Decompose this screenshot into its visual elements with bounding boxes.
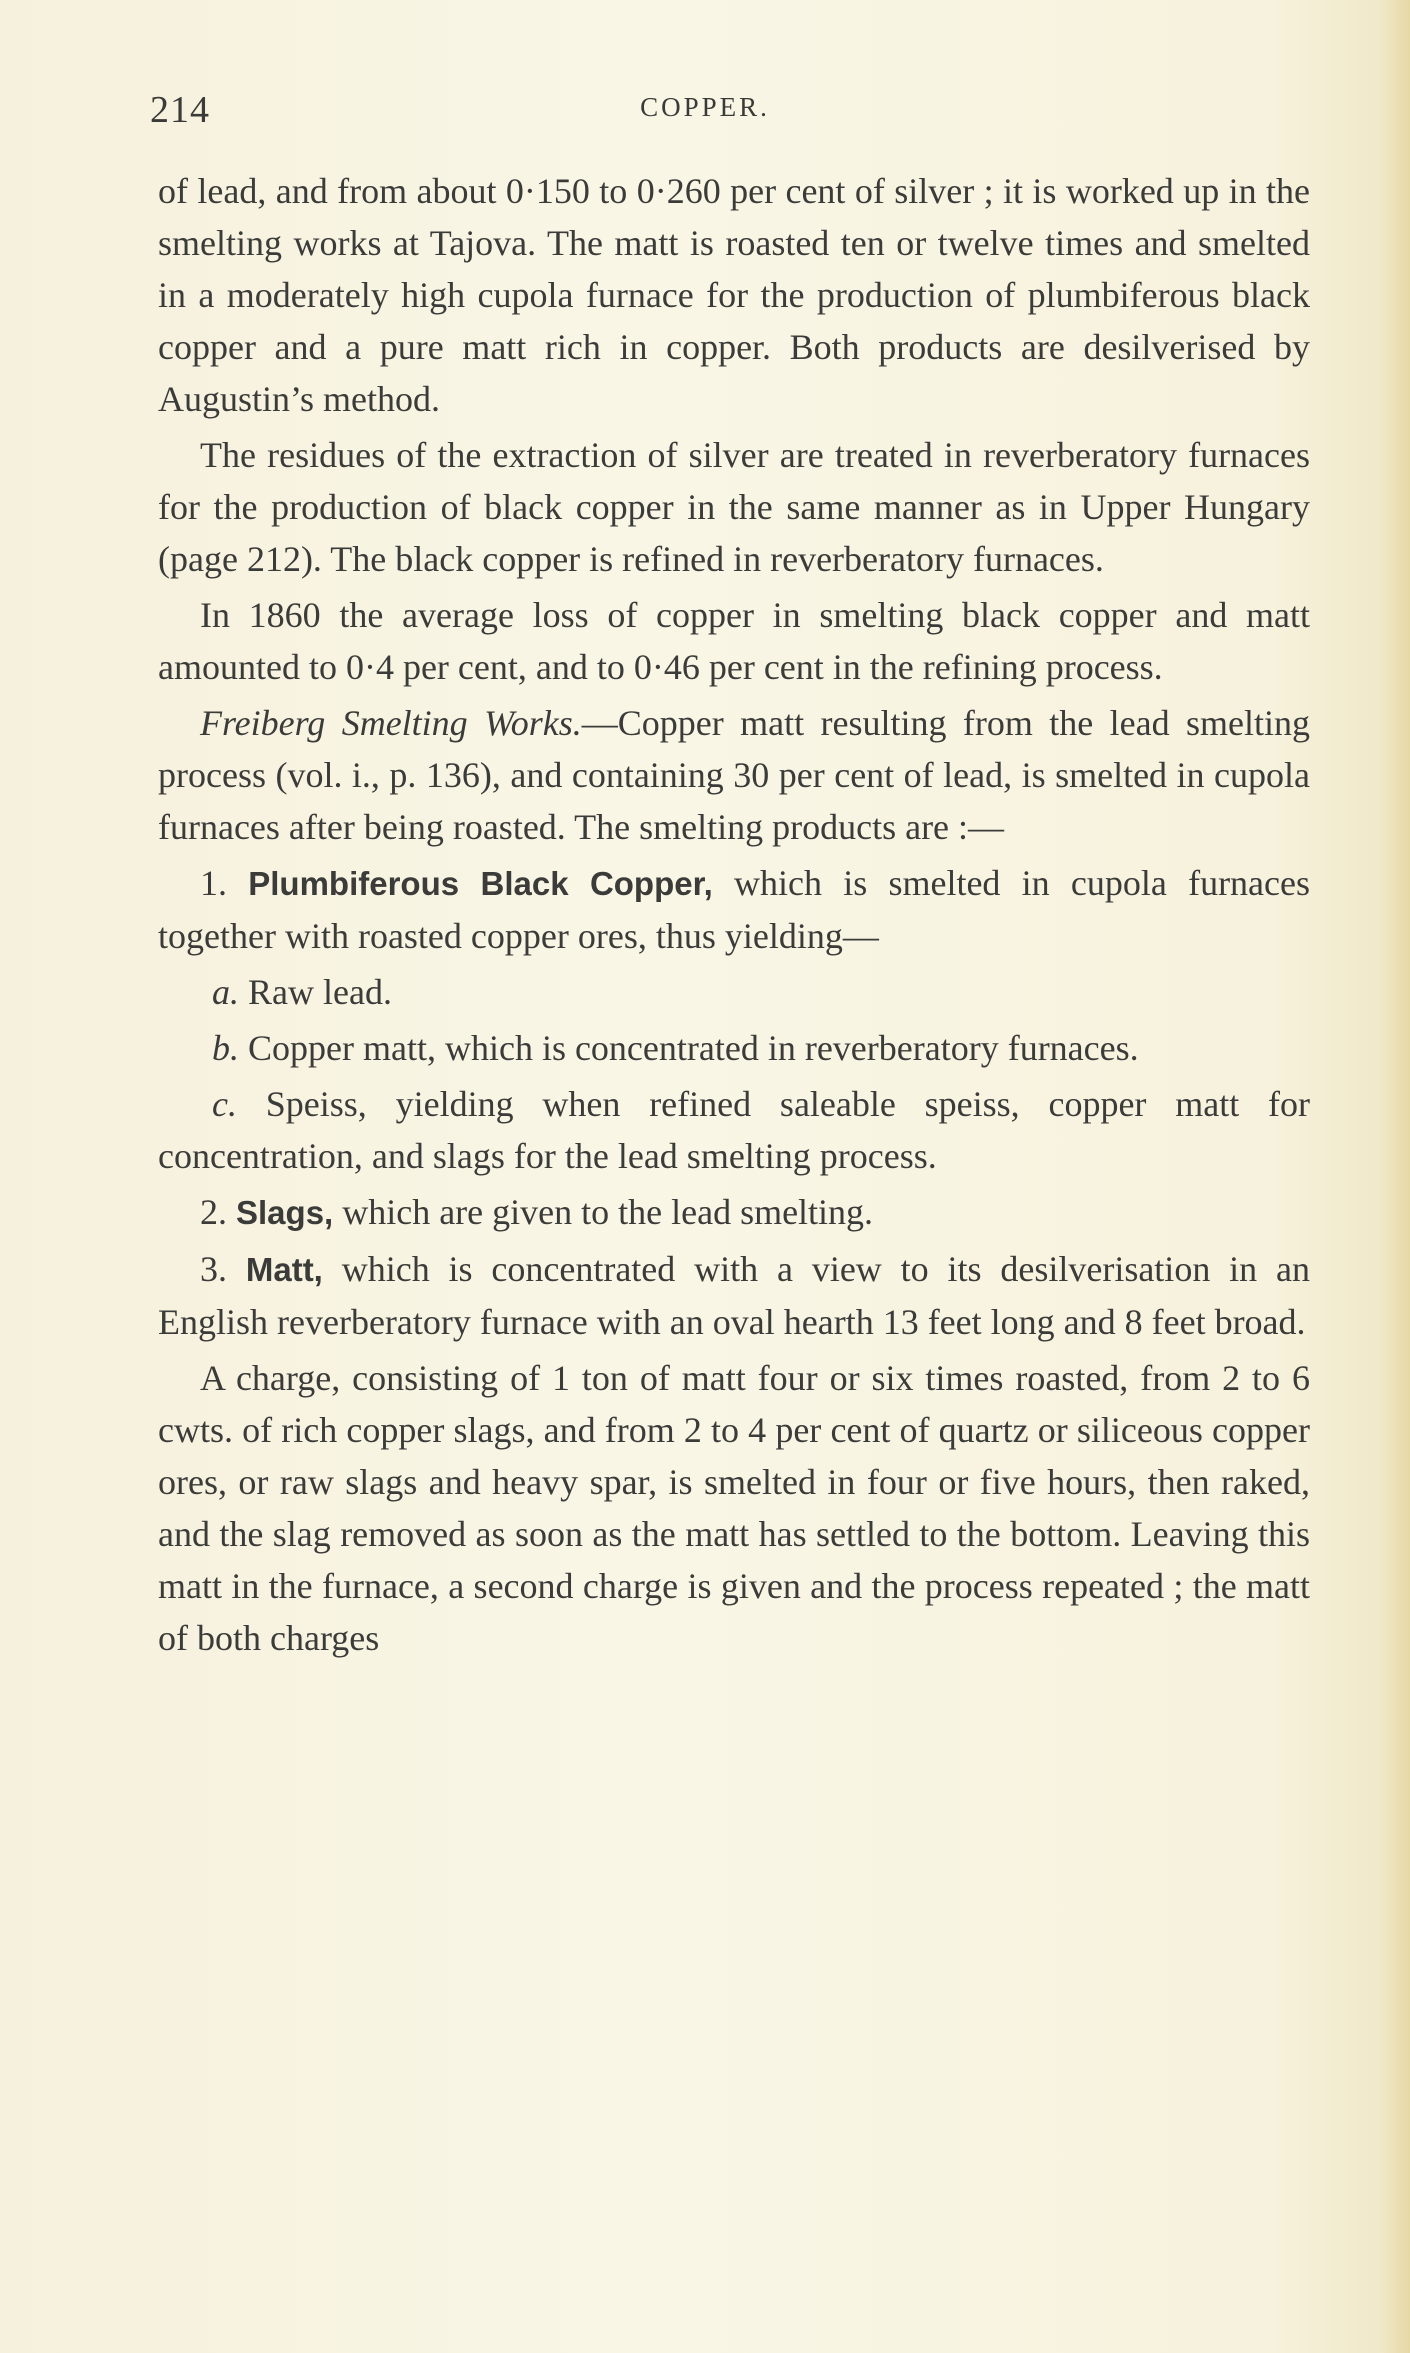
item-text: which is smelted in cupola furnaces together with roasted copper ores, thus yielding— — [158, 863, 1310, 956]
sub-text: Copper matt, which is concentrated in reverberatory furnaces. — [239, 1028, 1139, 1068]
running-title: COPPER. — [640, 92, 770, 122]
sub-label: a. — [212, 972, 239, 1012]
sub-text: Raw lead. — [239, 972, 392, 1012]
freiberg-heading: Freiberg Smelting Works. — [200, 703, 582, 743]
list-item-2 — [158, 1186, 1310, 1239]
item-text: which are given to the lead smelting. — [333, 1192, 874, 1232]
item-title: Slags, — [236, 1194, 334, 1231]
sub-item-b — [158, 1022, 1310, 1074]
item-number: 2. — [200, 1192, 227, 1232]
list-item-3 — [158, 1243, 1310, 1348]
item-number: 1. — [200, 863, 227, 903]
paragraph-freiberg — [158, 697, 1310, 853]
item-title: Matt, — [245, 1251, 323, 1288]
sub-item-a — [158, 966, 1310, 1018]
sub-label: c. — [212, 1084, 237, 1124]
paragraph-residues: The residues of the extraction of silver are treated in reverberatory furnaces for the production of black copper in the same manner as in Upper Hungary (page 212). The black copper is refined in reverberatory furnaces. — [158, 435, 1310, 579]
running-head — [150, 88, 1320, 131]
list-item-1 — [158, 857, 1310, 962]
sub-text: Speiss, yielding when refined saleable speiss, copper matt for concentration, and slags for the lead smelting process. — [158, 1084, 1310, 1176]
paragraph-charge: A charge, consisting of 1 ton of matt four or six times roasted, from 2 to 6 cwts. of rich copper slags, and from 2 to 4 per cent of quartz or siliceous copper ores, or raw slags and heavy spar, is smelted in four or five hours, then raked, and the slag removed as soon as the matt has settled to the bottom. Leaving this matt in the furnace, a second charge is given and the process repeated ; the matt of both charges — [158, 1358, 1310, 1658]
item-number: 3. — [200, 1249, 227, 1289]
item-title: Plumbiferous Black Copper, — [248, 865, 713, 902]
page-number: 214 — [150, 89, 210, 131]
sub-item-c — [158, 1078, 1310, 1182]
paragraph-continuation: of lead, and from about 0·150 to 0·260 per cent of silver ; it is worked up in the smelting works at Tajova. The matt is roasted ten or twelve times and smelted in a moderately high cupola furnace for the production of plumbiferous black copper and a pure matt rich in copper. Both products are desilverised by Augustin’s method. — [158, 171, 1310, 419]
sub-label: b. — [212, 1028, 239, 1068]
paragraph-loss-1860: In 1860 the average loss of copper in smelting black copper and matt amounted to 0·4 per cent, and to 0·46 per cent in the refining process. — [158, 595, 1310, 687]
freiberg-text: —Copper matt resulting from the lead smelting process (vol. i., p. 136), and containing 30 per cent of lead, is smelted in cupola furnaces after being roasted. The smelting products are :— — [158, 703, 1311, 847]
page-edge-tint — [1380, 0, 1410, 2353]
body-text — [158, 165, 1310, 1668]
item-text: which is concentrated with a view to its desilverisation in an English reverberatory furnace with an oval hearth 13 feet long and 8 feet broad. — [158, 1249, 1310, 1342]
